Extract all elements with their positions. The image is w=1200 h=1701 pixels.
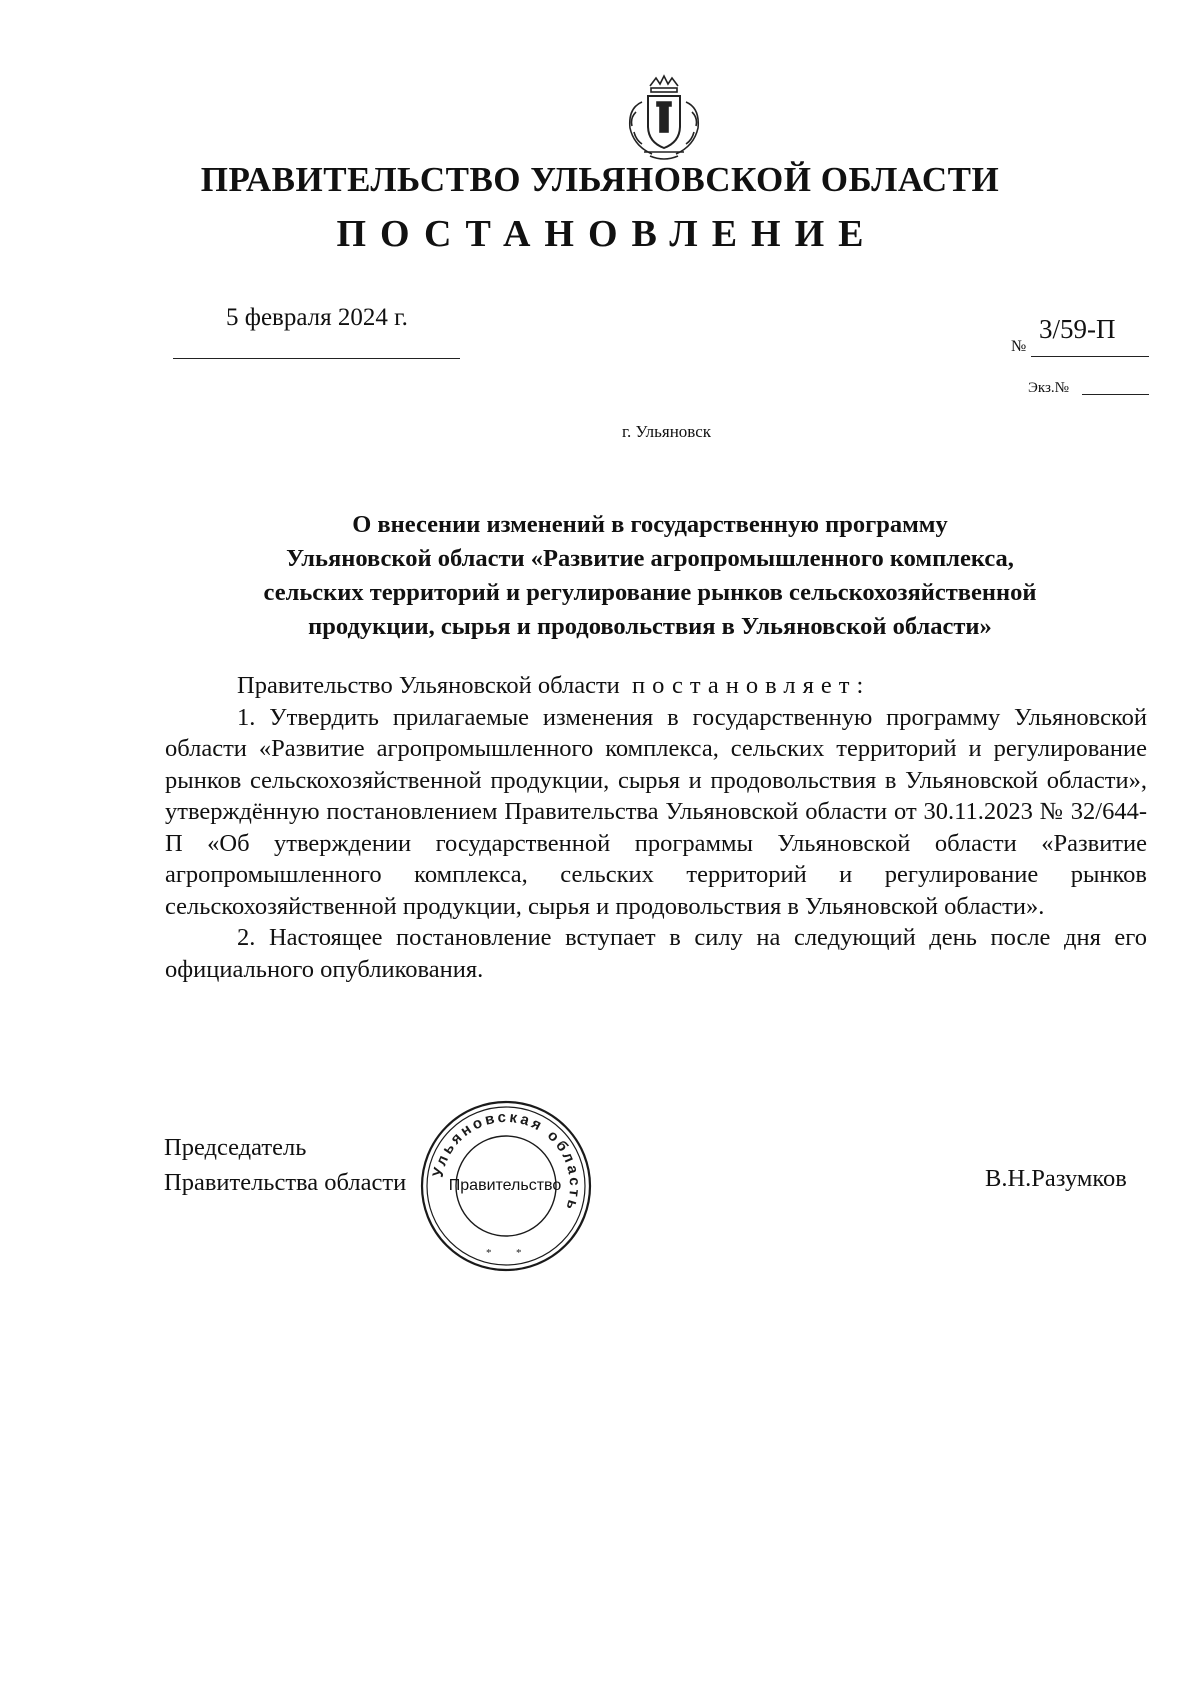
document-type-title: ПОСТАНОВЛЕНИЕ — [336, 213, 878, 255]
svg-text:*: * — [486, 1247, 492, 1259]
number-underline — [1031, 356, 1149, 357]
body-item-1: 1. Утвердить прилагаемые изменения в государственную программу Ульяновской области «Развитие агропромышленного комплекса, сельских территорий и регулирование рынков сельскохозяйственной продукции, сырья и продовольствия в Ульяновской области», утверждённую постановлением Правительства Ульяновской области от 30.11.2023 № 32/644-П «Об утверждении государственной программы Ульяновской области «Развитие агропромышленного комплекса, сельских территорий и регулирование рынков сельскохозяйственной продукции, сырья и продовольствия в Ульяновской области». — [165, 703, 1147, 920]
organization-title: ПРАВИТЕЛЬСТВО УЛЬЯНОВСКОЙ ОБЛАСТИ — [200, 160, 1000, 199]
signatory-name: В.Н.Разумков — [985, 1165, 1127, 1192]
city: г. Ульяновск — [621, 422, 712, 441]
coat-of-arms-icon — [620, 72, 708, 164]
heading-line: О внесении изменений в государственную программу — [352, 511, 948, 538]
preamble-verb: постановляет: — [632, 672, 871, 699]
signatory-position-line: Председатель — [164, 1134, 307, 1161]
heading-line: продукции, сырья и продовольствия в Ульяновской области» — [308, 613, 992, 640]
heading-line: сельских территорий и регулирование рынков сельскохозяйственной — [263, 579, 1037, 606]
preamble-subject: Правительство Ульяновской области — [237, 672, 620, 699]
number-label: № — [1011, 338, 1027, 355]
document-date: 5 февраля 2024 г. — [226, 304, 408, 331]
document-body — [165, 670, 1147, 985]
signatory-position — [164, 1130, 406, 1200]
copy-number-underline — [1082, 394, 1149, 395]
copy-number-label: Экз.№ — [1028, 380, 1069, 396]
signatory-position-line: Правительства области — [164, 1169, 407, 1196]
document-number: 3/59-П — [1039, 314, 1116, 344]
svg-text:Ульяновская область: Ульяновская область — [429, 1108, 584, 1215]
seal-center-label: Правительство — [448, 1177, 562, 1194]
svg-text:*: * — [516, 1247, 522, 1259]
date-underline — [173, 358, 460, 359]
document-heading — [150, 508, 1150, 644]
preamble — [165, 670, 1147, 702]
body-item-2: 2. Настоящее постановление вступает в силу на следующий день после дня его официального опубликования. — [165, 924, 1147, 983]
heading-line: Ульяновской области «Развитие агропромышленного комплекса, — [286, 545, 1014, 572]
